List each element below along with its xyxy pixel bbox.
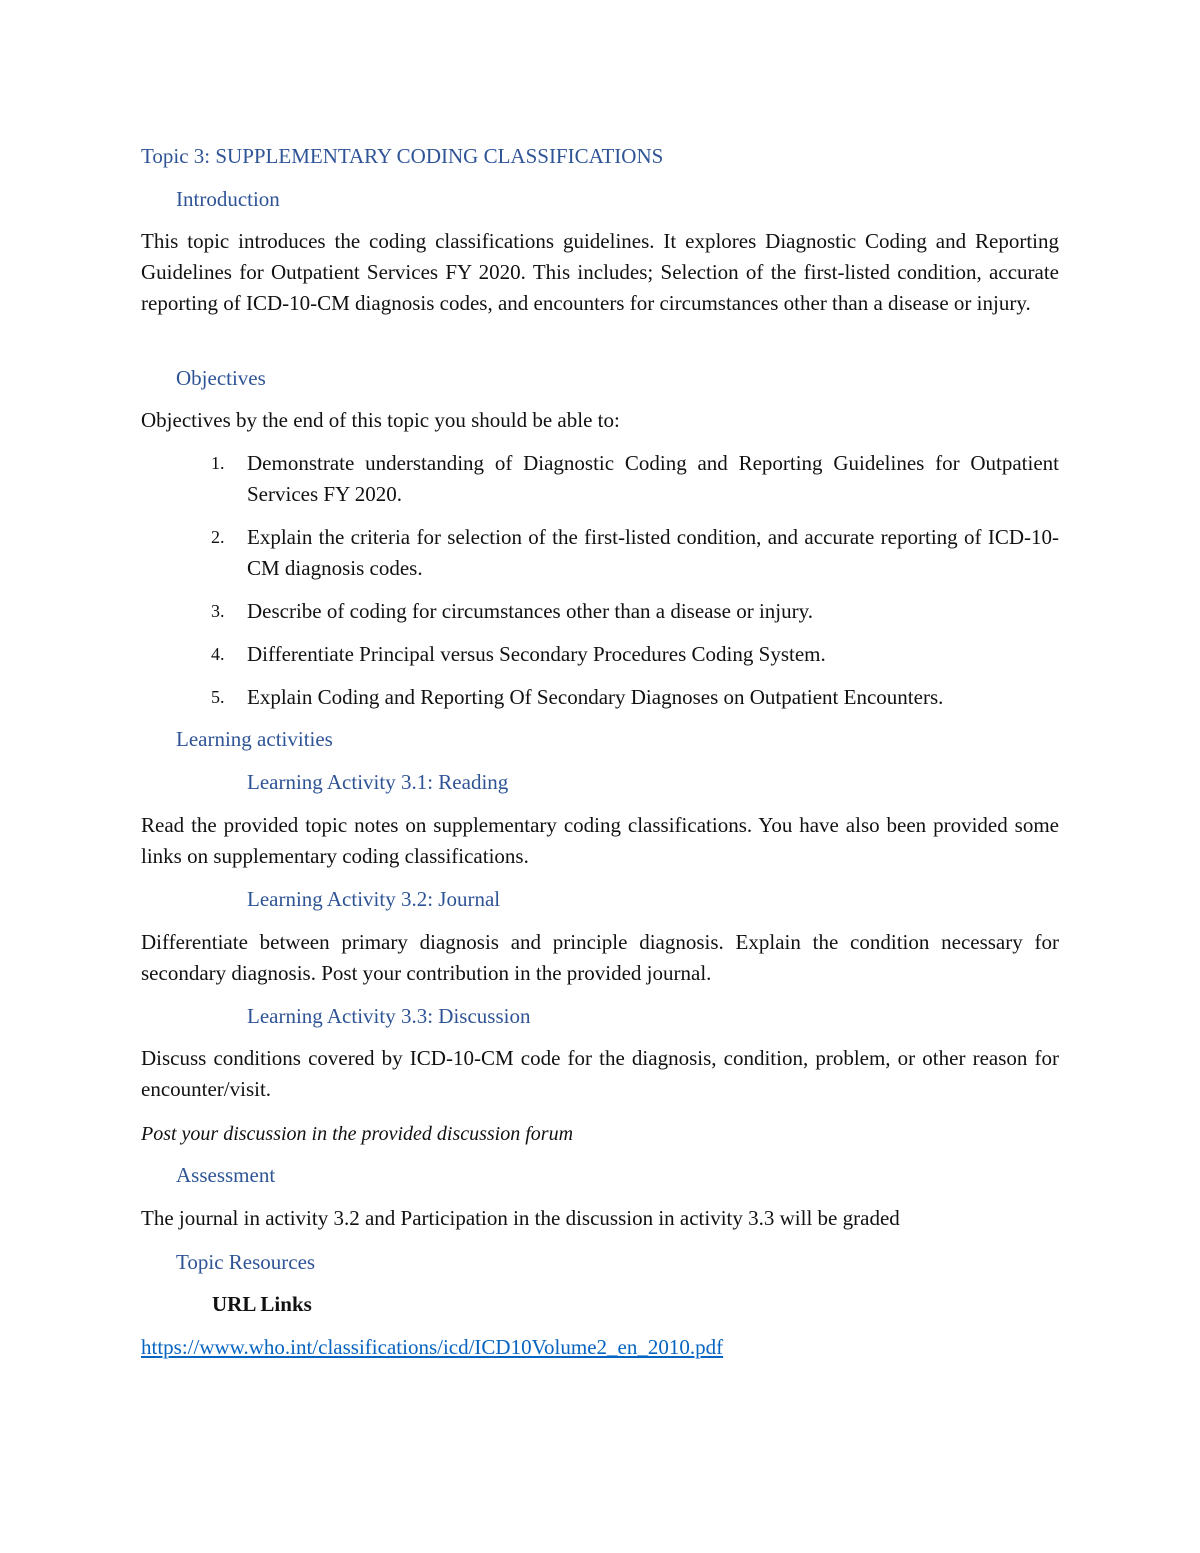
topic-title: Topic 3: SUPPLEMENTARY CODING CLASSIFICATIONS: [141, 144, 664, 168]
discussion-note: Post your discussion in the provided discussion forum: [141, 1123, 574, 1145]
assessment-text: The journal in activity 3.2 and Participation in the discussion in activity 3.3 will be graded: [141, 1206, 900, 1230]
objective-number: 4.: [211, 644, 225, 664]
assessment-heading: Assessment: [176, 1163, 276, 1187]
objectives-list: [141, 448, 1059, 713]
objective-text: Explain the criteria for selection of the first-listed condition, and accurate reporting of ICD-10-CM diagnosis codes.: [247, 525, 1059, 580]
url-links-label: URL Links: [212, 1292, 312, 1316]
activity-2-title: Learning Activity 3.2: Journal: [247, 887, 501, 911]
objective-item: [141, 639, 1059, 670]
objective-item: [141, 522, 1059, 584]
who-icd10-link[interactable]: https://www.who.int/classifications/icd/ICD10Volume2_en_2010.pdf: [141, 1335, 724, 1359]
activity-1-title: Learning Activity 3.1: Reading: [247, 770, 509, 794]
objective-item: [141, 596, 1059, 627]
objective-item: [141, 682, 1059, 713]
objective-number: 1.: [211, 453, 225, 473]
objective-text: Explain Coding and Reporting Of Secondary Diagnoses on Outpatient Encounters.: [247, 685, 944, 709]
objective-number: 3.: [211, 601, 225, 621]
objective-text: Demonstrate understanding of Diagnostic Coding and Reporting Guidelines for Outpatient Services FY 2020.: [247, 451, 1059, 506]
activity-3-title: Learning Activity 3.3: Discussion: [247, 1004, 531, 1028]
introduction-heading: Introduction: [176, 187, 280, 211]
objective-item: [141, 448, 1059, 510]
topic-resources-heading: Topic Resources: [176, 1250, 316, 1274]
activity-2-text: Differentiate between primary diagnosis and principle diagnosis. Explain the condition necessary for secondary diagnosis. Post your contribution in the provided journal.: [141, 930, 1059, 985]
introduction-text: This topic introduces the coding classifications guidelines. It explores Diagnostic Coding and Reporting Guidelines for Outpatient Services FY 2020. This includes; Selection of the first-listed condition, accurate reporting of ICD-10-CM diagnosis codes, and encounters for circumstances other than a disease or injury.: [141, 229, 1059, 315]
objectives-intro: Objectives by the end of this topic you should be able to:: [141, 408, 620, 432]
objective-number: 2.: [211, 527, 225, 547]
objectives-heading: Objectives: [176, 366, 266, 390]
learning-activities-heading: Learning activities: [176, 727, 333, 751]
objective-number: 5.: [211, 687, 225, 707]
activity-1-text: Read the provided topic notes on supplementary coding classifications. You have also been provided some links on supplementary coding classifications.: [141, 813, 1059, 868]
activity-3-text: Discuss conditions covered by ICD-10-CM code for the diagnosis, condition, problem, or other reason for encounter/visit.: [141, 1046, 1059, 1101]
objective-text: Differentiate Principal versus Secondary Procedures Coding System.: [247, 642, 826, 666]
objective-text: Describe of coding for circumstances other than a disease or injury.: [247, 599, 814, 623]
